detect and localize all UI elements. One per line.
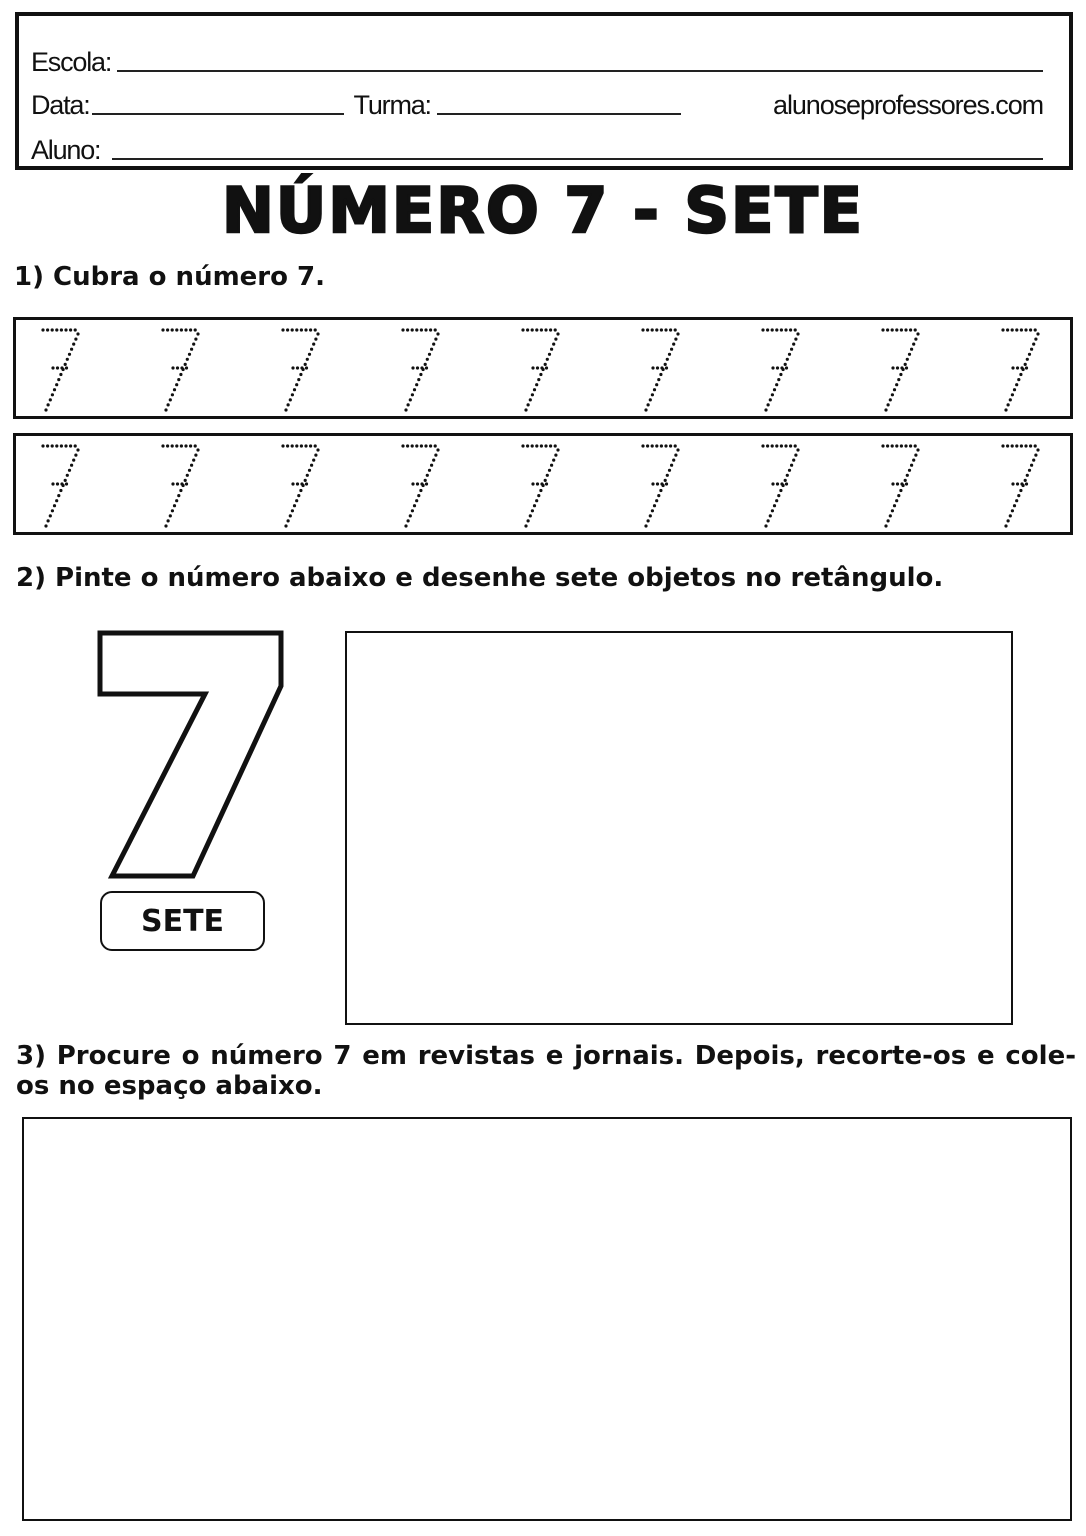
- date-label: Data:: [31, 90, 90, 120]
- date-class-row: [31, 79, 1043, 119]
- dotted-seven-1-1[interactable]: [41, 328, 79, 411]
- dotted-seven-2-4[interactable]: [401, 444, 439, 527]
- dotted-seven-2-9[interactable]: [1001, 444, 1039, 527]
- dotted-seven-2-8[interactable]: [881, 444, 919, 527]
- trace-row-1[interactable]: [13, 317, 1073, 419]
- dotted-seven-1-8[interactable]: [881, 328, 919, 411]
- dotted-seven-1-7[interactable]: [761, 328, 799, 411]
- dotted-seven-2-7[interactable]: [761, 444, 799, 527]
- dotted-seven-1-2[interactable]: [161, 328, 199, 411]
- dotted-seven-1-6[interactable]: [641, 328, 679, 411]
- header-box: [15, 12, 1073, 170]
- drawing-area[interactable]: [345, 631, 1013, 1025]
- trace-row-2-digits: [16, 436, 1070, 532]
- dotted-seven-2-6[interactable]: [641, 444, 679, 527]
- dotted-seven-2-5[interactable]: [521, 444, 559, 527]
- dotted-seven-2-1[interactable]: [41, 444, 79, 527]
- dotted-seven-1-4[interactable]: [401, 328, 439, 411]
- trace-row-1-digits: [16, 320, 1070, 416]
- trace-row-2[interactable]: [13, 433, 1073, 535]
- sete-word-text: SETE: [140, 903, 225, 939]
- class-line[interactable]: [437, 113, 681, 115]
- student-label: Aluno:: [31, 135, 101, 165]
- instruction-3: 3) Procure o número 7 em revistas e jornais. Depois, recorte-os e cole-os no espaço abaixo.: [16, 1041, 1076, 1101]
- dotted-seven-1-9[interactable]: [1001, 328, 1039, 411]
- date-line[interactable]: [92, 113, 344, 115]
- school-line[interactable]: [117, 70, 1043, 72]
- big-seven-outline[interactable]: [90, 626, 290, 881]
- instruction-1: 1) Cubra o número 7.: [14, 262, 326, 292]
- student-row: [31, 124, 1043, 164]
- website-text: alunoseprofessores.com: [773, 90, 1043, 120]
- dotted-seven-1-5[interactable]: [521, 328, 559, 411]
- dotted-seven-2-2[interactable]: [161, 444, 199, 527]
- instruction-2: 2) Pinte o número abaixo e desenhe sete objetos no retângulo.: [16, 563, 944, 593]
- class-label: Turma:: [353, 90, 431, 120]
- school-label: Escola:: [31, 47, 112, 77]
- sete-word-label: [100, 891, 265, 951]
- dotted-seven-1-3[interactable]: [281, 328, 319, 411]
- student-line[interactable]: [112, 158, 1043, 160]
- school-row: [31, 36, 1043, 76]
- dotted-seven-2-3[interactable]: [281, 444, 319, 527]
- page-title: NÚMERO 7 - SETE: [221, 174, 864, 247]
- paste-area[interactable]: [22, 1117, 1072, 1521]
